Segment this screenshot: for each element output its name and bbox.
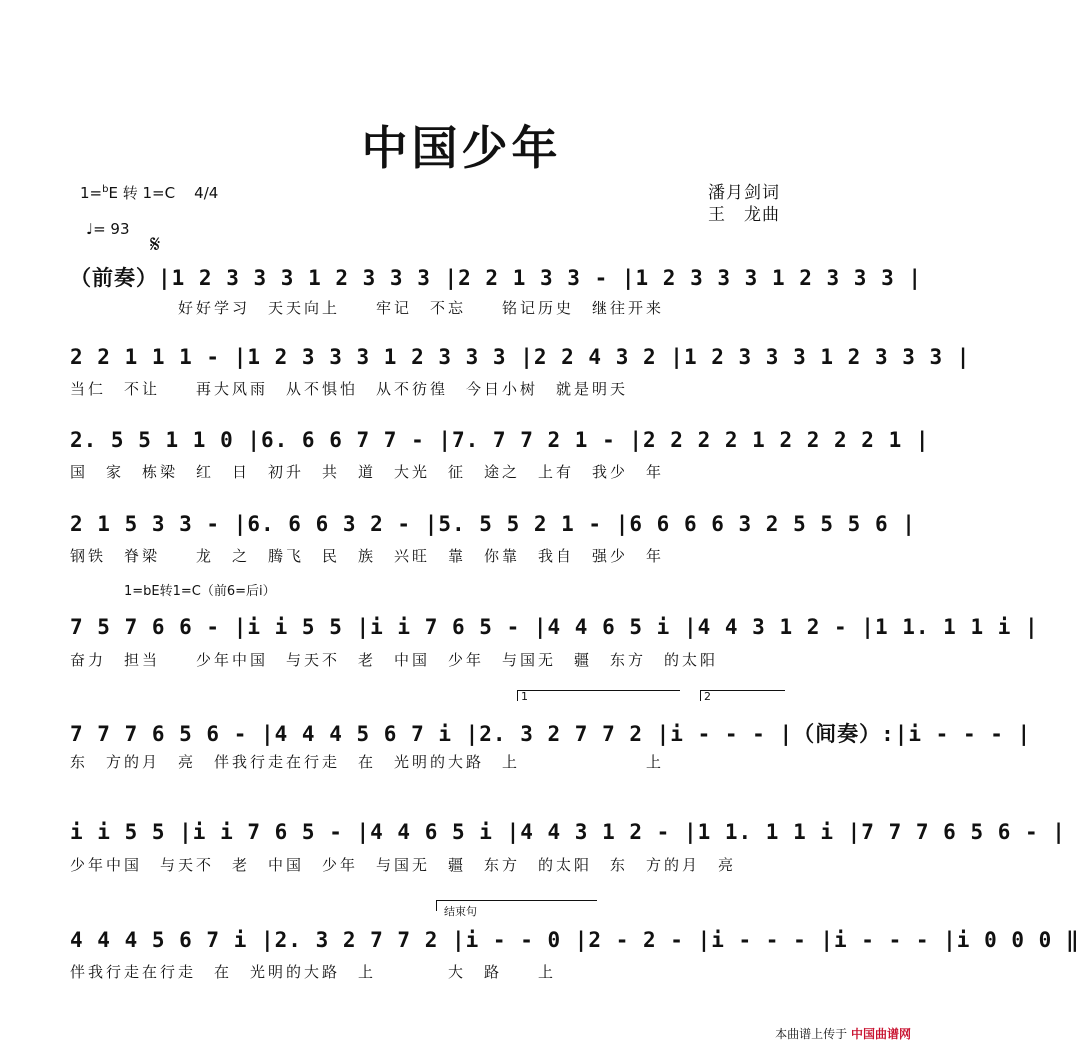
volta-2-bracket — [700, 690, 785, 701]
key-flat: b — [102, 184, 109, 195]
notation-row-2: 2 2 1 1 1 - |1 2 3 3 3 1 2 3 3 3 |2 2 4 3 2 |1 2 3 3 3 1 2 3 3 3 | — [70, 345, 971, 369]
lyrics-row-5: 奋力 担当 少年中国 与天不 老 中国 少年 与国无 疆 东方 的太阳 — [70, 651, 719, 669]
site-logo[interactable]: 中国曲谱网 — [850, 1027, 911, 1041]
lyrics-row-3: 国 家 栋梁 红 日 初升 共 道 大光 征 途之 上有 我少 年 — [70, 463, 665, 481]
notation-row-6: 7 7 7 6 5 6 - |4 4 4 5 6 7 i |2. 3 2 7 7 2 |i - - - |（间奏）:|i - - - | — [70, 722, 1032, 746]
modulation-note: 1=bE转1=C（前6=后i） — [124, 584, 276, 599]
composer: 王 龙曲 — [708, 205, 780, 225]
notation-row-8: 4 4 4 5 6 7 i |2. 3 2 7 7 2 |i - - 0 |2 - 2 - |i - - - |i - - - |i 0 0 0 ‖ — [70, 928, 1080, 952]
notation-row-5: 7 5 7 6 6 - |i i 5 5 |i i 7 6 5 - |4 4 6 5 i |4 4 3 1 2 - |1 1. 1 1 i | — [70, 615, 1039, 639]
notation-row-4: 2 1 5 3 3 - |6. 6 6 3 2 - |5. 5 5 2 1 - |6 6 6 6 3 2 5 5 5 6 | — [70, 512, 916, 536]
coda-label: 结束句 — [444, 905, 477, 918]
footer — [775, 1025, 911, 1042]
lyrics-row-1: 好好学习 天天向上 牢记 不忘 铭记历史 继往开来 — [70, 299, 665, 317]
lyrics-row-7: 少年中国 与天不 老 中国 少年 与国无 疆 东方 的太阳 东 方的月 亮 — [70, 856, 737, 874]
footer-text: 本曲谱上传于 — [775, 1027, 848, 1041]
notation-row-7: i i 5 5 |i i 7 6 5 - |4 4 6 5 i |4 4 3 1 2 - |1 1. 1 1 i |7 7 7 6 5 6 - | — [70, 820, 1066, 844]
lyrics-row-6: 东 方的月 亮 伴我行走在行走 在 光明的大路 上 上 — [70, 753, 665, 771]
lyrics-row-8: 伴我行走在行走 在 光明的大路 上 大 路 上 — [70, 963, 557, 981]
volta-2-label: 2 — [704, 690, 711, 703]
notation-row-1: （前奏）|1 2 3 3 3 1 2 3 3 3 |2 2 1 3 3 - |1 2 3 3 3 1 2 3 3 3 | — [70, 266, 923, 290]
lyricist: 潘月剑词 — [708, 183, 780, 203]
lyrics-row-4: 钢铁 脊梁 龙 之 腾飞 民 族 兴旺 靠 你靠 我自 强少 年 — [70, 547, 665, 565]
key-prefix: 1= — [80, 184, 103, 202]
volta-1-bracket — [517, 690, 680, 701]
notation-row-3: 2. 5 5 1 1 0 |6. 6 6 7 7 - |7. 7 7 2 1 - |2 2 2 2 1 2 2 2 2 1 | — [70, 428, 930, 452]
lyrics-row-2: 当仁 不让 再大风雨 从不惧怕 从不彷徨 今日小树 就是明天 — [70, 380, 629, 398]
key-signature — [80, 182, 218, 203]
time-signature: 4/4 — [194, 184, 219, 202]
song-title: 中国少年 — [361, 121, 562, 175]
volta-1-label: 1 — [521, 690, 528, 703]
segno-icon: 𝄋 — [150, 230, 161, 258]
tempo-marking: ♩= 93 — [86, 220, 130, 238]
key-change: E 转 1=C — [108, 184, 176, 202]
